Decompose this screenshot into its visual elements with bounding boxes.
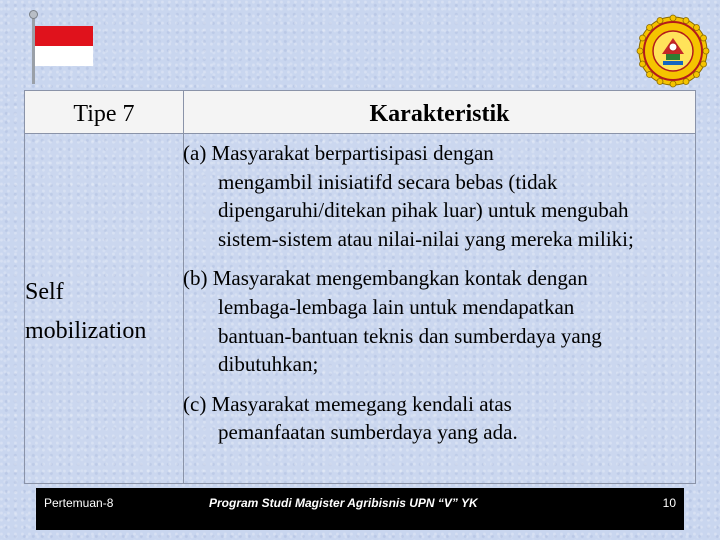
footer-page-number: 10 bbox=[662, 496, 676, 510]
list-item bbox=[183, 264, 693, 378]
university-seal-icon bbox=[636, 14, 710, 88]
item-line: lembaga-lembaga lain untuk mendapatkan bbox=[218, 294, 575, 319]
item-line: dibutuhkan; bbox=[218, 352, 319, 377]
item-line: (c) Masyarakat memegang kendali atas bbox=[183, 391, 512, 416]
header-tipe: Tipe 7 bbox=[73, 101, 135, 127]
tipe-line: mobilization bbox=[25, 318, 147, 344]
item-line: bantuan-bantuan teknis dan sumberdaya yang bbox=[218, 323, 602, 348]
flag-pole-knob bbox=[29, 10, 38, 19]
list-item bbox=[183, 139, 693, 253]
table-header-row bbox=[25, 91, 695, 134]
characteristics-table bbox=[24, 90, 696, 484]
item-line: (b) Masyarakat mengembangkan kontak dengan bbox=[183, 266, 588, 291]
item-line: mengambil inisiatifd secara bebas (tidak bbox=[218, 169, 558, 194]
header-karakteristik: Karakteristik bbox=[369, 101, 510, 127]
slide-footer bbox=[36, 488, 684, 530]
tipe-cell bbox=[25, 273, 183, 351]
item-line: dipengaruhi/ditekan pihak luar) untuk mengubah bbox=[218, 198, 629, 223]
footer-program: Program Studi Magister Agribisnis UPN “V” YK bbox=[209, 496, 478, 510]
flag-white-stripe bbox=[35, 46, 93, 66]
tipe-line: Self bbox=[25, 279, 64, 305]
item-line: (a) Masyarakat berpartisipasi dengan bbox=[183, 141, 494, 165]
list-item bbox=[183, 390, 693, 447]
item-line: sistem-sistem atau nilai-nilai yang mereka miliki; bbox=[218, 226, 634, 251]
karakteristik-cell bbox=[183, 139, 693, 458]
indonesia-flag-icon bbox=[28, 10, 98, 84]
footer-session: Pertemuan-8 bbox=[44, 496, 114, 510]
item-line: pemanfaatan sumberdaya yang ada. bbox=[218, 420, 518, 445]
flag-red-stripe bbox=[35, 26, 93, 46]
